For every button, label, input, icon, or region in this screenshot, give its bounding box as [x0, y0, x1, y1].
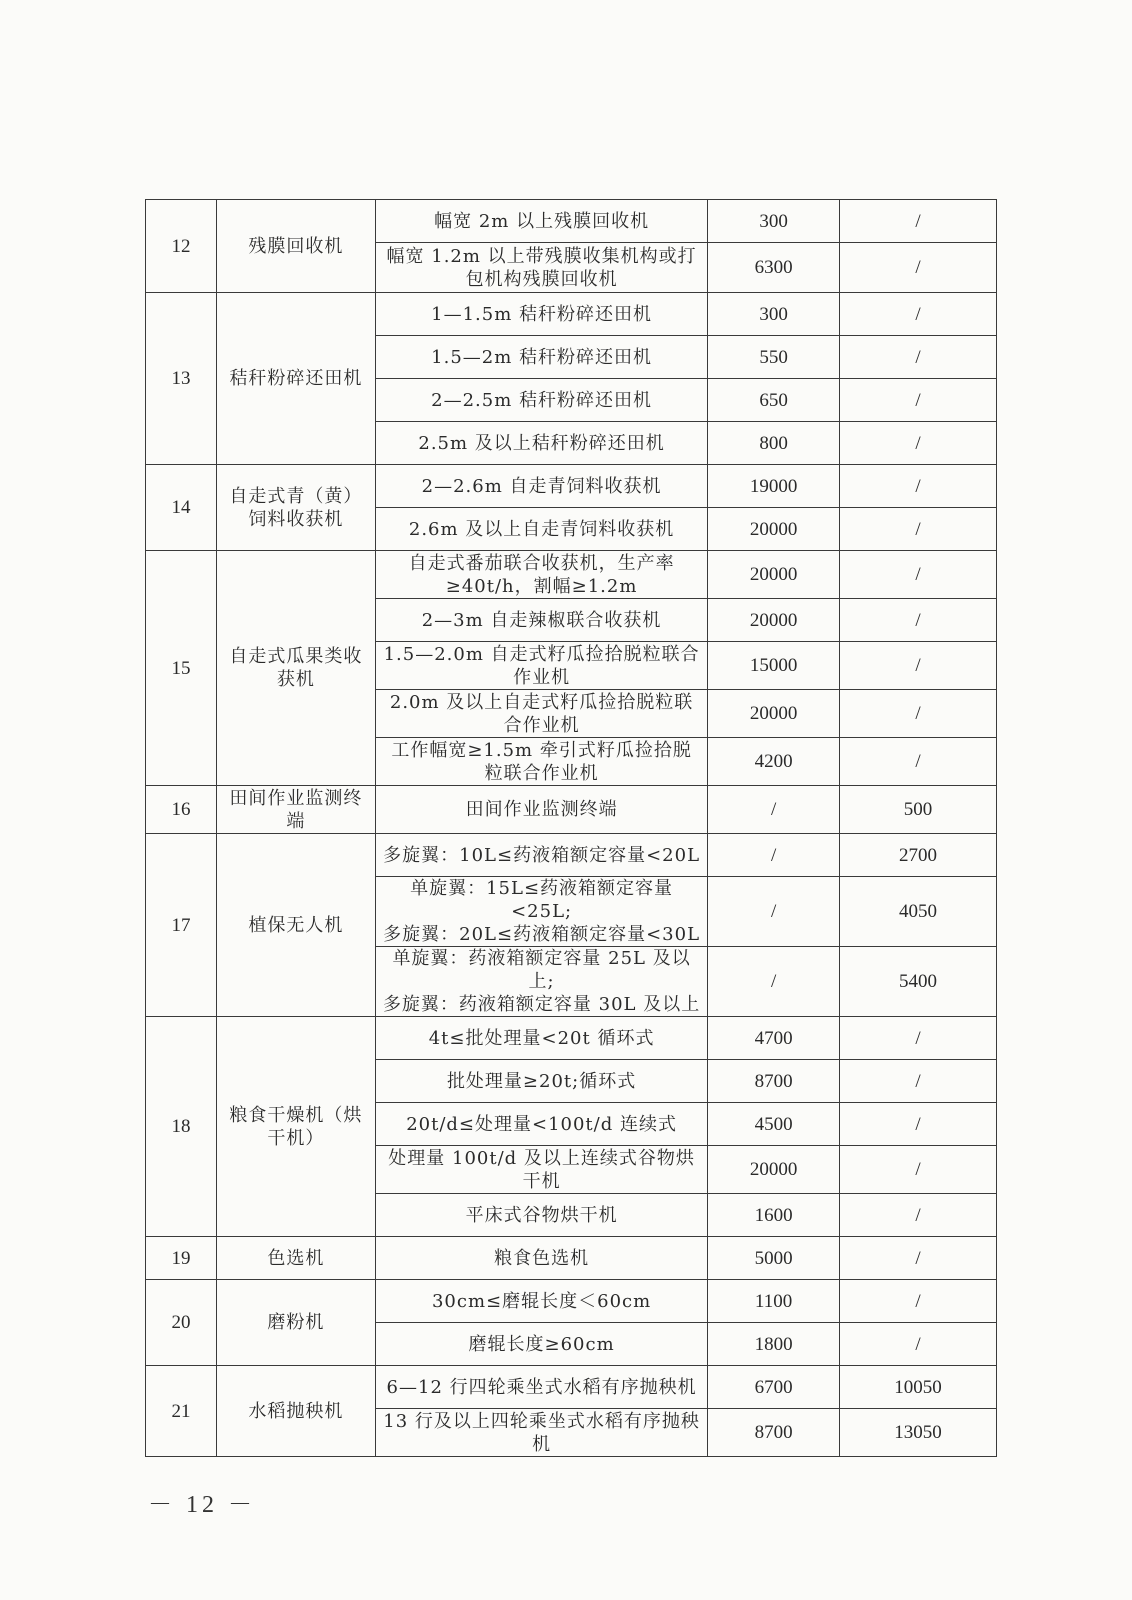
table-row	[146, 786, 997, 834]
machine-spec: 2—3m 自走辣椒联合收获机	[375, 599, 707, 642]
machine-category: 色选机	[216, 1237, 375, 1280]
subsidy-amount-a: 20000	[708, 1146, 840, 1194]
subsidy-table-sheet	[145, 199, 997, 1457]
subsidy-amount-b: /	[839, 336, 996, 379]
subsidy-amount-a: 5000	[708, 1237, 840, 1280]
machine-spec: 处理量 100t/d 及以上连续式谷物烘干机	[375, 1146, 707, 1194]
machine-category: 磨粉机	[216, 1280, 375, 1366]
item-number: 14	[146, 465, 217, 551]
machine-category: 田间作业监测终端	[216, 786, 375, 834]
subsidy-amount-a: /	[708, 834, 840, 877]
subsidy-amount-b: /	[839, 379, 996, 422]
subsidy-amount-a: 4700	[708, 1017, 840, 1060]
machine-category: 水稻抛秧机	[216, 1366, 375, 1457]
table-row	[146, 1366, 997, 1409]
subsidy-amount-a: 4200	[708, 738, 840, 786]
subsidy-amount-a: 19000	[708, 465, 840, 508]
subsidy-amount-b: 4050	[839, 877, 996, 947]
subsidy-amount-b: /	[839, 293, 996, 336]
subsidy-amount-b: 10050	[839, 1366, 996, 1409]
item-number: 16	[146, 786, 217, 834]
machine-spec: 1.5—2.0m 自走式籽瓜捡拾脱粒联合作业机	[375, 642, 707, 690]
table-row	[146, 293, 997, 336]
machine-spec: 2.0m 及以上自走式籽瓜捡拾脱粒联合作业机	[375, 690, 707, 738]
machine-spec: 2.6m 及以上自走青饲料收获机	[375, 508, 707, 551]
subsidy-amount-b: 5400	[839, 947, 996, 1017]
subsidy-amount-a: 300	[708, 293, 840, 336]
subsidy-amount-b: /	[839, 200, 996, 243]
subsidy-amount-b: /	[839, 1194, 996, 1237]
subsidy-amount-b: /	[839, 1060, 996, 1103]
subsidy-amount-b: /	[839, 599, 996, 642]
subsidy-amount-b: /	[839, 738, 996, 786]
table-row	[146, 1237, 997, 1280]
subsidy-amount-a: 1600	[708, 1194, 840, 1237]
machine-spec: 2—2.6m 自走青饲料收获机	[375, 465, 707, 508]
subsidy-amount-a: 550	[708, 336, 840, 379]
subsidy-amount-a: /	[708, 877, 840, 947]
item-number: 12	[146, 200, 217, 293]
subsidy-amount-b: 13050	[839, 1409, 996, 1457]
subsidy-amount-a: 6700	[708, 1366, 840, 1409]
subsidy-amount-b: /	[839, 642, 996, 690]
subsidy-amount-b: /	[839, 508, 996, 551]
machine-spec: 田间作业监测终端	[375, 786, 707, 834]
machine-spec: 2.5m 及以上秸秆粉碎还田机	[375, 422, 707, 465]
machine-spec: 2—2.5m 秸秆粉碎还田机	[375, 379, 707, 422]
item-number: 15	[146, 551, 217, 786]
table-row	[146, 200, 997, 243]
subsidy-amount-a: 20000	[708, 508, 840, 551]
machine-spec: 多旋翼：10L≤药液箱额定容量<20L	[375, 834, 707, 877]
subsidy-amount-a: 15000	[708, 642, 840, 690]
subsidy-amount-a: /	[708, 786, 840, 834]
subsidy-amount-b: /	[839, 1323, 996, 1366]
subsidy-amount-a: 650	[708, 379, 840, 422]
table-row	[146, 465, 997, 508]
machine-spec: 磨辊长度≥60cm	[375, 1323, 707, 1366]
machinery-subsidy-table	[145, 199, 997, 1457]
machine-spec: 4t≤批处理量<20t 循环式	[375, 1017, 707, 1060]
subsidy-amount-a: 8700	[708, 1060, 840, 1103]
item-number: 18	[146, 1017, 217, 1237]
item-number: 21	[146, 1366, 217, 1457]
machine-category: 粮食干燥机（烘干机）	[216, 1017, 375, 1237]
subsidy-amount-b: /	[839, 1017, 996, 1060]
subsidy-amount-a: 1100	[708, 1280, 840, 1323]
item-number: 19	[146, 1237, 217, 1280]
machine-category: 自走式瓜果类收获机	[216, 551, 375, 786]
table-row	[146, 834, 997, 877]
table-row	[146, 1017, 997, 1060]
machine-spec: 幅宽 1.2m 以上带残膜收集机构或打包机构残膜回收机	[375, 243, 707, 293]
machine-spec: 30cm≤磨辊长度＜60cm	[375, 1280, 707, 1323]
machine-spec: 粮食色选机	[375, 1237, 707, 1280]
machine-spec: 单旋翼：药液箱额定容量 25L 及以上; 多旋翼：药液箱额定容量 30L 及以上	[375, 947, 707, 1017]
item-number: 20	[146, 1280, 217, 1366]
machine-spec: 13 行及以上四轮乘坐式水稻有序抛秧机	[375, 1409, 707, 1457]
subsidy-amount-a: 20000	[708, 690, 840, 738]
subsidy-amount-b: 500	[839, 786, 996, 834]
subsidy-amount-b: /	[839, 1280, 996, 1323]
machine-category: 植保无人机	[216, 834, 375, 1017]
table-row	[146, 1280, 997, 1323]
machine-spec: 自走式番茄联合收获机，生产率≥40t/h，割幅≥1.2m	[375, 551, 707, 599]
subsidy-amount-a: 6300	[708, 243, 840, 293]
table-row	[146, 551, 997, 599]
table-body	[146, 200, 997, 1457]
subsidy-amount-a: 8700	[708, 1409, 840, 1457]
machine-spec: 平床式谷物烘干机	[375, 1194, 707, 1237]
machine-spec: 单旋翼：15L≤药液箱额定容量<25L; 多旋翼：20L≤药液箱额定容量<30L	[375, 877, 707, 947]
machine-category: 秸秆粉碎还田机	[216, 293, 375, 465]
subsidy-amount-a: 20000	[708, 599, 840, 642]
subsidy-amount-a: /	[708, 947, 840, 1017]
machine-spec: 1—1.5m 秸秆粉碎还田机	[375, 293, 707, 336]
subsidy-amount-a: 800	[708, 422, 840, 465]
subsidy-amount-b: 2700	[839, 834, 996, 877]
subsidy-amount-b: /	[839, 551, 996, 599]
subsidy-amount-a: 4500	[708, 1103, 840, 1146]
machine-spec: 20t/d≤处理量<100t/d 连续式	[375, 1103, 707, 1146]
subsidy-amount-a: 300	[708, 200, 840, 243]
page-number: － 12 －	[148, 1492, 256, 1518]
item-number: 13	[146, 293, 217, 465]
machine-spec: 6—12 行四轮乘坐式水稻有序抛秧机	[375, 1366, 707, 1409]
machine-spec: 批处理量≥20t;循环式	[375, 1060, 707, 1103]
subsidy-amount-b: /	[839, 1103, 996, 1146]
machine-category: 残膜回收机	[216, 200, 375, 293]
subsidy-amount-b: /	[839, 690, 996, 738]
subsidy-amount-b: /	[839, 243, 996, 293]
subsidy-amount-b: /	[839, 422, 996, 465]
subsidy-amount-b: /	[839, 465, 996, 508]
subsidy-amount-a: 20000	[708, 551, 840, 599]
machine-spec: 幅宽 2m 以上残膜回收机	[375, 200, 707, 243]
machine-spec: 工作幅宽≥1.5m 牵引式籽瓜捡拾脱粒联合作业机	[375, 738, 707, 786]
item-number: 17	[146, 834, 217, 1017]
machine-category: 自走式青（黄）饲料收获机	[216, 465, 375, 551]
subsidy-amount-b: /	[839, 1237, 996, 1280]
subsidy-amount-b: /	[839, 1146, 996, 1194]
machine-spec: 1.5—2m 秸秆粉碎还田机	[375, 336, 707, 379]
subsidy-amount-a: 1800	[708, 1323, 840, 1366]
